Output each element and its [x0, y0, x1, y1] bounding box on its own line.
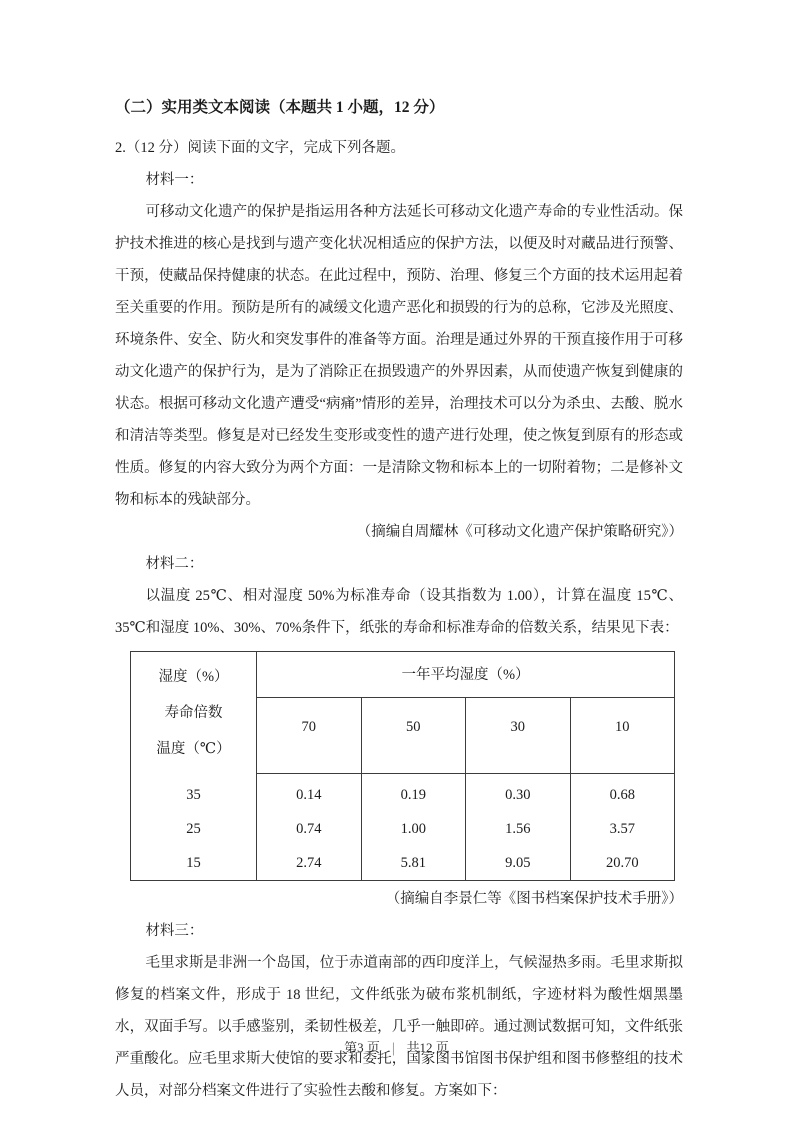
corner-lifespan-multiple-label: 寿命倍数	[164, 704, 223, 721]
value-cell: 0.30	[466, 774, 571, 813]
footer-separator: |	[391, 1039, 395, 1056]
corner-humidity-label: 湿度（%）	[158, 668, 229, 685]
table-row-15	[131, 846, 675, 881]
temp-cell: 15	[131, 846, 257, 881]
paper-lifespan-table	[130, 651, 675, 881]
temp-cell: 35	[131, 774, 257, 813]
value-cell: 0.74	[257, 812, 362, 846]
table-row-25	[131, 812, 675, 846]
material-1-body: 可移动文化遗产的保护是指运用各种方法延长可移动文化遗产寿命的专业性活动。保护技术推进的核心是找到与遗产变化状况相适应的保护方法，以便及时对藏品进行预警、干预，使藏品保持健康的状态。在此过程中，预防、治理、修复三个方面的技术运用起着至关重要的作用。预防是所有的减缓文化遗产恶化和损毁的行为的总称，它涉及光照度、环境条件、安全、防火和突发事件的准备等方面。治理是通过外界的干预直接作用于可移动文化遗产的保护行为，是为了消除正在损毁遗产的外界因素，从而使遗产恢复到健康的状态。根据可移动文化遗产遭受“病痛”情形的差异，治理技术可以分为杀虫、去酸、脱水和清洁等类型。修复是对已经发生变形或变性的遗产进行处理，使之恢复到原有的形态或性质。修复的内容大致分为两个方面：一是清除文物和标本上的一切附着物；二是修补文物和标本的残缺部分。	[115, 204, 683, 508]
value-cell: 2.74	[257, 846, 362, 881]
material-2-label: 材料二：	[145, 556, 204, 572]
humidity-col-50: 50	[361, 698, 466, 774]
material-2-citation: （摘编自李景仁等《图书档案保护技术手册》）	[385, 891, 683, 907]
material-1-label: 材料一：	[145, 172, 204, 188]
section-heading: （二）实用类文本阅读（本题共 1 小题，12 分）	[115, 99, 445, 116]
value-cell: 20.70	[570, 846, 675, 881]
material-2-body: 以温度 25℃、相对湿度 50%为标准寿命（设其指数为 1.00），计算在温度 15℃、35℃和湿度 10%、30%、70%条件下，纸张的寿命和标准寿命的倍数关系，结果见下表：	[115, 588, 683, 636]
table-header-row	[131, 652, 675, 698]
material-1-citation: （摘编自周耀林《可移动文化遗产保护策略研究》）	[356, 524, 683, 540]
value-cell: 0.19	[361, 774, 466, 813]
corner-temperature-label: 温度（℃）	[156, 740, 231, 757]
material-3-label: 材料三：	[145, 923, 204, 939]
value-cell: 1.56	[466, 812, 571, 846]
value-cell: 5.81	[361, 846, 466, 881]
page-content	[115, 92, 683, 1107]
value-cell: 1.00	[361, 812, 466, 846]
humidity-col-70: 70	[257, 698, 362, 774]
value-cell: 9.05	[466, 846, 571, 881]
humidity-col-30: 30	[466, 698, 571, 774]
annual-average-humidity-header: 一年平均湿度（%）	[257, 652, 675, 698]
value-cell: 0.14	[257, 774, 362, 813]
page-footer	[0, 1036, 793, 1060]
humidity-col-10: 10	[570, 698, 675, 774]
footer-page-number: 第3 页	[344, 1040, 380, 1055]
question-lead: 2.（12 分）阅读下面的文字，完成下列各题。	[115, 140, 405, 156]
table-row-35	[131, 774, 675, 813]
footer-page-total: 共12 页	[406, 1040, 449, 1055]
table-corner-header-cell	[131, 652, 257, 774]
temp-cell: 25	[131, 812, 257, 846]
value-cell: 3.57	[570, 812, 675, 846]
value-cell: 0.68	[570, 774, 675, 813]
material-3-body: 毛里求斯是非洲一个岛国，位于赤道南部的西印度洋上，气候湿热多雨。毛里求斯拟修复的档案文件，形成于 18 世纪，文件纸张为破布浆机制纸，字迹材料为酸性烟黑墨水，双面手写。以手感鉴别，柔韧性极差，几乎一触即碎。通过测试数据可知，文件纸张严重酸化。应毛里求斯大使馆的要求和委托，国家图书馆图书保护组和图书修整组的技术人员，对部分档案文件进行了实验性去酸和修复。方案如下：	[115, 955, 683, 1099]
